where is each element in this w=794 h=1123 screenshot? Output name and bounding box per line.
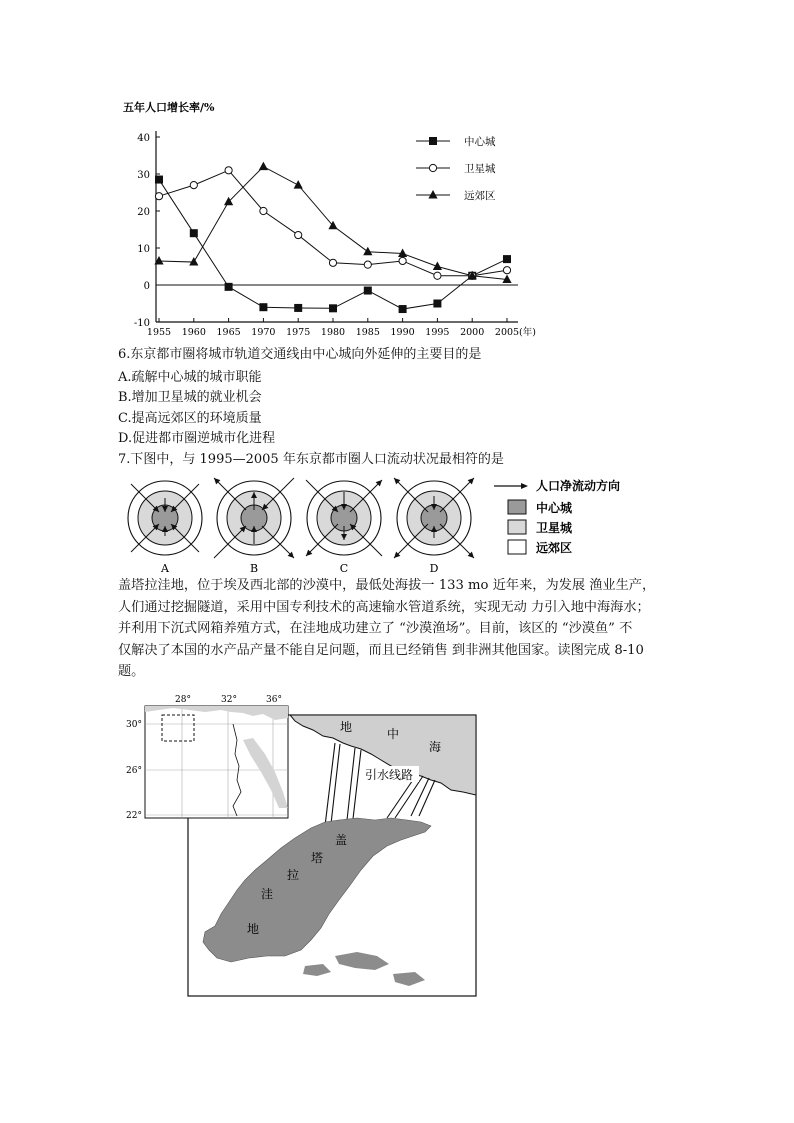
y-tick-label: 20 <box>137 207 150 218</box>
legend-center-swatch <box>508 500 526 514</box>
chart-x-axis-label: (年) <box>519 327 536 338</box>
diagram-label: D <box>429 562 439 574</box>
x-tick-label: 2005 <box>494 327 520 338</box>
legend-arrow-head-icon <box>521 483 528 489</box>
chart-axes <box>156 131 518 322</box>
x-tick-label: 1970 <box>251 327 276 338</box>
data-point-circle <box>329 259 336 266</box>
passage-line: 题。 <box>118 664 145 679</box>
passage-line: 人们通过挖掘隧道，采用中国专利技术的高速输水管道系统，实现无动 力引入地中海海水； <box>118 599 650 615</box>
y-tick-label: 30 <box>137 170 150 181</box>
chart-legend <box>416 135 496 202</box>
passage-line: 盖塔拉洼地，位于埃及西北部的沙漠中，最低处海拔一 133 mo 近年来，为发展 渔业生产， <box>118 578 656 593</box>
y-tick-label: 10 <box>137 244 150 255</box>
data-point-square <box>399 305 407 313</box>
depression-char-4: 洼 <box>261 887 274 901</box>
legend-suburb-swatch <box>508 540 526 554</box>
qattara-depression-map <box>125 688 477 998</box>
inset-locator-map <box>126 695 288 821</box>
x-tick-label: 1960 <box>181 327 206 338</box>
data-point-square <box>503 255 511 263</box>
data-point-square <box>155 176 163 184</box>
diagram-label: C <box>339 562 349 574</box>
x-tick-label: 1975 <box>286 327 311 338</box>
passage-line: 并利用下沉式网箱养殖方式，在洼地成功建立了 “沙漠渔场”。目前，该区的 “沙漠鱼” 不 <box>118 621 633 636</box>
sea-char-2: 中 <box>387 727 400 741</box>
x-tick-label: 1980 <box>320 327 346 338</box>
data-point-square <box>190 229 198 237</box>
legend-label: 中心城 <box>464 136 496 148</box>
data-point-circle <box>399 257 406 264</box>
data-point-circle <box>155 193 162 200</box>
legend-suburb-label: 远郊区 <box>536 541 573 555</box>
diagram-label: A <box>161 562 169 574</box>
flow-legend <box>494 478 620 555</box>
depression-char-5: 地 <box>247 922 260 936</box>
question-6-option-a: A.疏解中心城的城市职能 <box>118 370 262 385</box>
flow-circle-group <box>128 478 474 574</box>
data-point-triangle <box>259 162 268 171</box>
sea-char-3: 海 <box>429 740 442 754</box>
inset-lon-label: 32° <box>221 695 237 705</box>
data-point-triangle <box>189 257 198 266</box>
question-6-option-d: D.促进都市圈逆城市化进程 <box>118 431 276 446</box>
question-7-stem: 7.下图中，与 1995—2005 年东京都市圈人口流动状况最相符的是 <box>118 452 504 467</box>
x-tick-label: 1965 <box>216 327 241 338</box>
canal-label: 引水线路 <box>365 768 414 782</box>
legend-satellite-swatch <box>508 520 526 534</box>
diagram-label: B <box>249 562 259 574</box>
depression-char-2: 塔 <box>311 851 324 865</box>
question-6-stem: 6.东京都市圈将城市轨道交通线由中心城向外延伸的主要目的是 <box>118 347 482 362</box>
inset-lon-label: 28° <box>175 695 191 705</box>
data-point-circle <box>434 272 441 279</box>
legend-satellite-label: 卫星城 <box>536 521 573 535</box>
legend-center-label: 中心城 <box>536 501 573 515</box>
chart-series <box>154 162 511 313</box>
passage-line: 仅解决了本国的水产品产量不能自足问题，而且已经销售 到非洲其他国家。读图完成 8-10 <box>118 642 644 658</box>
data-point-circle <box>190 182 197 189</box>
x-tick-label: 1955 <box>146 327 172 338</box>
series-line-square <box>159 180 507 309</box>
depression-char-1: 盖 <box>335 833 348 847</box>
inset-lat-label: 26° <box>126 766 142 776</box>
depression-char-3: 拉 <box>287 868 300 882</box>
data-point-triangle <box>363 247 372 256</box>
data-point-circle <box>295 231 302 238</box>
chart-y-axis-label: 五年人口增长率/% <box>123 101 215 114</box>
data-point-square <box>364 287 372 295</box>
data-point-triangle <box>398 249 407 257</box>
question-6-option-b: B.增加卫星城的就业机会 <box>118 390 262 405</box>
data-point-circle <box>503 267 510 274</box>
y-tick-label: 40 <box>137 133 150 144</box>
data-point-circle <box>225 167 232 174</box>
legend-label: 卫星城 <box>464 163 496 175</box>
inset-lat-label: 22° <box>126 811 142 821</box>
passage <box>118 575 678 683</box>
legend-marker-square <box>429 137 437 145</box>
population-flow-diagrams <box>118 474 638 574</box>
data-point-circle <box>260 207 267 214</box>
data-point-square <box>329 304 337 312</box>
data-point-square <box>225 283 233 291</box>
x-tick-label: 1985 <box>355 327 380 338</box>
data-point-triangle <box>294 180 303 189</box>
sea-char-1: 地 <box>340 720 353 734</box>
x-tick-label: 1990 <box>390 327 415 338</box>
inset-lat-label: 30° <box>126 720 142 730</box>
legend-arrow-label: 人口净流动方向 <box>536 479 621 493</box>
data-point-square <box>433 300 441 308</box>
y-tick-label: 0 <box>143 281 150 292</box>
question-6-option-c: C.提高远郊区的环境质量 <box>118 411 262 426</box>
legend-label: 远郊区 <box>464 190 496 202</box>
legend-marker-triangle <box>428 190 437 199</box>
data-point-square <box>294 304 302 312</box>
data-point-circle <box>364 261 371 268</box>
y-tick-label: -10 <box>133 318 150 329</box>
inset-lon-label: 36° <box>266 695 282 705</box>
legend-marker-circle <box>429 164 436 171</box>
population-growth-chart <box>118 95 558 340</box>
x-tick-label: 1995 <box>425 327 450 338</box>
data-point-square <box>259 303 267 311</box>
x-tick-label: 2000 <box>460 327 485 338</box>
